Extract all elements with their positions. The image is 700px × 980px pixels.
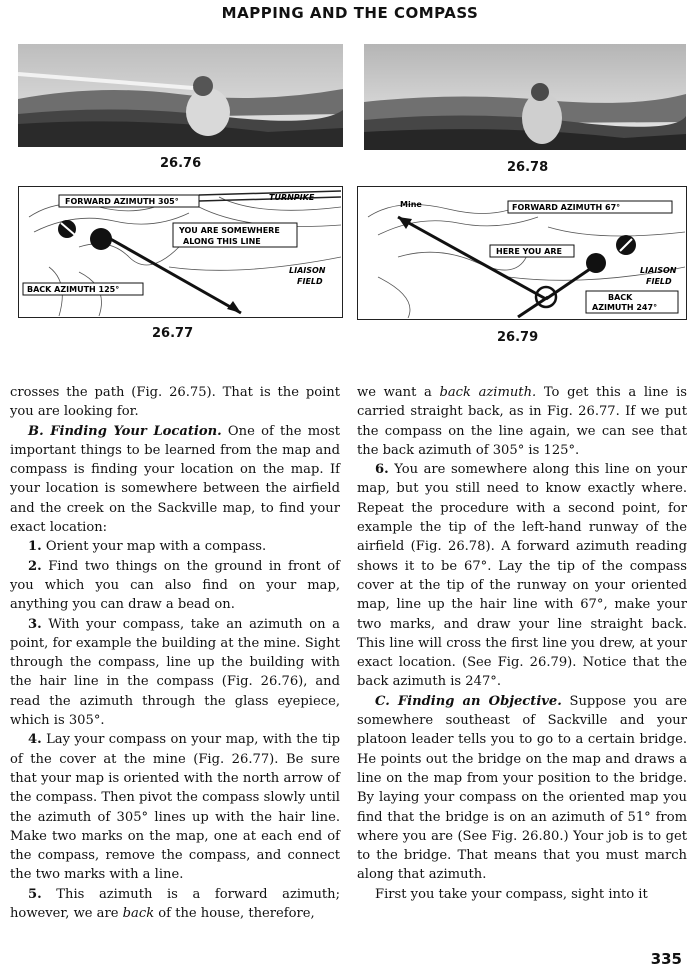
left-column	[10, 383, 340, 923]
right-para-c: C. Finding an Objective. Suppose you are somewhere southeast of Sackville and your platoon leader tells you to go to a certain bridge. He points out the bridge on the map and draws a line on the map from your position to the bridge. By laying your compass on the oriented map you find that the bridge is on an azimuth of 51° from where you are (See Fig. 26.80.) Your job is to get to the bridge. That means that you must march along that azimuth.	[357, 693, 687, 883]
left-para-b: B. Finding Your Location. One of the most important things to be learned from the map and compass is finding your location on the map. If your location is somewhere between the airfield and the creek on the Sackville map, to find your exact location:	[10, 423, 340, 536]
left-step-1: 1. Orient your map with a compass.	[28, 539, 267, 555]
figure-26-76-photo	[18, 44, 343, 147]
turnpike-label: TURNPIKE	[269, 193, 315, 202]
back-azimuth-label-77: BACK AZIMUTH 125°	[27, 285, 120, 294]
figure-26-78-caption: 26.78	[507, 160, 549, 175]
right-column	[357, 383, 687, 904]
left-step-5: 5. This azimuth is a forward azimuth; however, we are back of the house, therefore,	[10, 886, 340, 922]
back-label-79: BACK	[608, 293, 633, 302]
running-header: MAPPING AND THE COMPASS	[221, 4, 479, 22]
left-para-0: crosses the path (Fig. 26.75). That is the point you are looking for.	[10, 385, 340, 420]
along-line-label: YOU ARE SOMEWHERE	[179, 226, 280, 235]
figure-26-77-caption: 26.77	[152, 326, 194, 341]
here-you-are-label: HERE YOU ARE	[496, 247, 562, 256]
liaison-label-79: LIAISON	[640, 266, 677, 275]
field-label-77: FIELD	[297, 277, 323, 286]
forward-azimuth-label-77: FORWARD AZIMUTH 305°	[65, 197, 179, 206]
figure-26-79-caption: 26.79	[497, 330, 539, 345]
along-line-label-2: ALONG THIS LINE	[183, 237, 261, 246]
forward-azimuth-label-79: FORWARD AZIMUTH 67°	[512, 203, 621, 212]
back-azimuth-label-79: AZIMUTH 247°	[592, 303, 658, 312]
liaison-label-77: LIAISON	[289, 266, 326, 275]
mine-label: Mine	[400, 200, 422, 209]
figure-26-77-map	[18, 186, 343, 318]
right-para-last: First you take your compass, sight into it	[375, 886, 648, 902]
page-number: 335	[650, 950, 682, 968]
heading-finding-objective: C. Finding an Objective.	[375, 693, 562, 709]
left-step-2: 2. Find two things on the ground in front of you which you can also find on your map, anything you can draw a bead on.	[10, 558, 340, 613]
right-step-6: 6. You are somewhere along this line on your map, but you still need to know exactly where. Repeat the procedure with a second point, for example the tip of the left-hand runway of the airfield (Fig. 26.78). A forward azimuth reading shows it to be 67°. Lay the tip of the compass cover at the tip of the runway on your oriented map, line up the hair line with 67°, make your two marks, and draw your line straight back. This line will cross the first line you drew, at your exact location. (See Fig. 26.79). Notice that the back azimuth is 247°.	[357, 462, 687, 690]
right-para-0: we want a back azimuth. To get this a line is carried straight back, as in Fig. 26.77. If we put the compass on the line again, we can see that the back azimuth of 305° is 125°.	[357, 385, 687, 458]
field-label-79: FIELD	[646, 277, 672, 286]
heading-finding-location: B. Finding Your Location.	[28, 423, 222, 439]
figure-26-79-map	[357, 186, 687, 320]
figure-26-76-caption: 26.76	[160, 156, 202, 171]
left-step-3: 3. With your compass, take an azimuth on a point, for example the building at the mine. Sight through the compass, line up the building with the hair line in the compass (Fig. 26.76), and read the azimuth through the glass eyepiece, which is 305°.	[10, 616, 340, 729]
left-step-4: 4. Lay your compass on your map, with the tip of the cover at the mine (Fig. 26.77). Be sure that your map is oriented with the north arrow of the compass. Then pivot the compass slowly until the azimuth of 305° lines up with the hair line. Make two marks on the map, one at each end of the compass, remove the compass, and connect the two marks with a line.	[10, 732, 340, 883]
figure-26-78-photo	[364, 44, 686, 150]
